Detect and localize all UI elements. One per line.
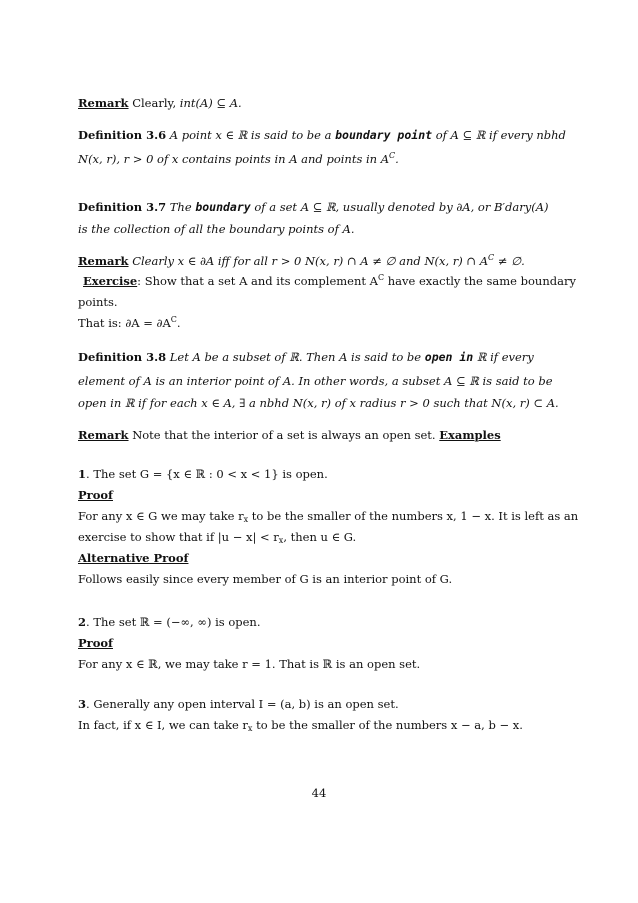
page-number: 44 [311,786,327,800]
remark-text: Clearly, [132,96,177,110]
remark-math: ≠ ∅. [494,254,525,268]
remark-math: int(A) ⊆ A. [179,96,242,110]
example-number: 2 [78,615,87,629]
remark-label: Remark [78,96,129,110]
proof-text: For any x ∈ G we may take r [78,509,244,523]
exercise-label: Exercise [83,274,138,288]
exercise-math: . [176,316,181,330]
definition-text: . [395,152,399,166]
example-text: to be the smaller of the numbers x − a, b − x. [252,718,523,732]
examples-heading: Examples [439,428,501,442]
exercise-text: points. [78,295,118,309]
superscript: C [389,151,396,160]
subscript: x [278,536,284,545]
exercise-math: That is: ∂A = ∂A [78,316,171,330]
definition-text: of A ⊆ ℝ if every nbhd [435,128,566,142]
remark-label: Remark [78,428,129,442]
proof-label: Proof [78,488,113,502]
superscript: C [377,273,385,282]
proof-text: exercise to show that if |u − x| < r [78,530,279,544]
proof-text: For any x ∈ ℝ, we may take r = 1. That is ℝ is an open set. [78,657,421,671]
definition-text: element of A is an interior point of A. In other words, a subset A ⊆ ℝ is said to be [78,374,553,388]
definition-text: The [169,200,192,214]
definition-label: Definition 3.7 [78,200,167,214]
subscript: x [243,515,249,524]
definition-text: ℝ if every [476,350,534,364]
definition-text: open in ℝ if for each x ∈ A, ∃ a nbhd N(x, r) of x radius r > 0 such that N(x, r) ⊂ A. [78,396,559,410]
definition-term: boundary [195,200,251,214]
exercise-text: have exactly the same boundary [384,274,576,288]
example-number: 1 [78,467,87,481]
proof-text: , then u ∈ G. [283,530,357,544]
definition-term: boundary point [335,128,433,142]
example-statement: . Generally any open interval I = (a, b) is an open set. [86,697,399,711]
definition-text: of a set A ⊆ ℝ, usually denoted by ∂A, or B′dary(A) [254,200,549,214]
definition-text: Let A be a subset of ℝ. Then A is said to be [169,350,422,364]
definition-text: A point x ∈ ℝ is said to be a [169,128,332,142]
example-statement: . The set ℝ = (−∞, ∞) is open. [86,615,261,629]
example-statement: . The set G = {x ∈ ℝ : 0 < x < 1} is open. [86,467,328,481]
definition-term: open in [424,350,474,364]
example-number: 3 [78,697,87,711]
exercise-text: : Show that a set A and its complement A [137,274,378,288]
superscript: C [170,315,177,324]
remark-math: Clearly x ∈ ∂A iff for all r > 0 N(x, r) ∩ A ≠ ∅ and N(x, r) ∩ A [132,254,489,268]
remark-label: Remark [78,254,129,268]
definition-text: N(x, r), r > 0 of x contains points in A and points in A [78,152,390,166]
proof-label: Proof [78,636,113,650]
subscript: x [247,724,253,733]
alternative-proof-text: Follows easily since every member of G is an interior point of G. [78,572,453,586]
superscript: C [488,253,495,262]
definition-label: Definition 3.8 [78,350,167,364]
definition-label: Definition 3.6 [78,128,167,142]
proof-text: to be the smaller of the numbers x, 1 − x. It is left as an [248,509,579,523]
example-text: In fact, if x ∈ I, we can take r [78,718,248,732]
alternative-proof-label: Alternative Proof [78,551,189,565]
definition-text: is the collection of all the boundary points of A. [78,222,355,236]
remark-text: Note that the interior of a set is always an open set. [132,428,436,442]
